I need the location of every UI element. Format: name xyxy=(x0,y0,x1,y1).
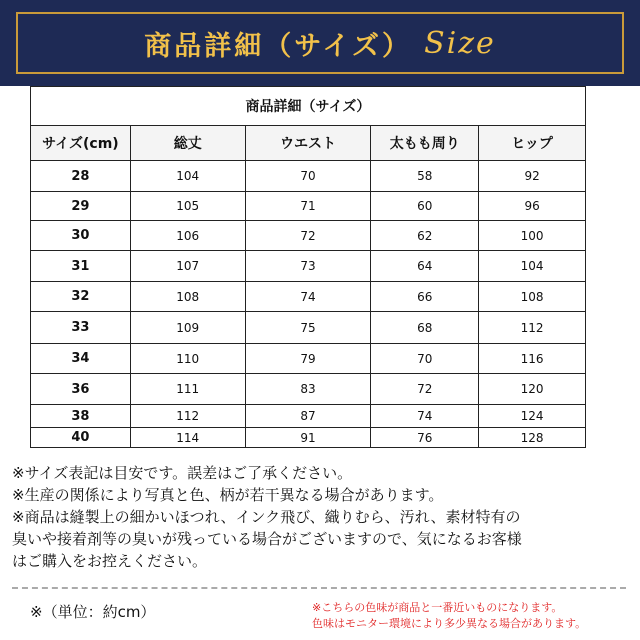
size-cell: 36 xyxy=(31,374,131,405)
value-cell: 100 xyxy=(479,221,586,251)
table-row xyxy=(31,221,586,251)
size-cell: 31 xyxy=(31,251,131,282)
value-cell: 64 xyxy=(371,251,479,282)
value-cell: 60 xyxy=(371,192,479,221)
value-cell: 105 xyxy=(130,192,245,221)
banner-frame xyxy=(16,12,624,74)
value-cell: 107 xyxy=(130,251,245,282)
value-cell: 106 xyxy=(130,221,245,251)
value-cell: 96 xyxy=(479,192,586,221)
value-cell: 58 xyxy=(371,161,479,192)
value-cell: 108 xyxy=(479,282,586,312)
value-cell: 124 xyxy=(479,405,586,428)
size-cell: 40 xyxy=(31,428,131,448)
note-line: ※生産の関係により写真と色、柄が若干異なる場合があります。 xyxy=(12,486,444,504)
value-cell: 116 xyxy=(479,344,586,374)
value-cell: 112 xyxy=(479,312,586,344)
table-caption: 商品詳細（サイズ） xyxy=(31,87,586,126)
note-line: はご購入をお控えください。 xyxy=(12,552,208,570)
dashed-divider xyxy=(12,587,626,589)
value-cell: 92 xyxy=(479,161,586,192)
value-cell: 72 xyxy=(371,374,479,405)
banner-script-title: Size xyxy=(424,25,496,61)
color-note-line: 色味はモニター環境により多少異なる場合があります。 xyxy=(312,617,587,630)
value-cell: 70 xyxy=(245,161,371,192)
table-row xyxy=(31,428,586,448)
value-cell: 62 xyxy=(371,221,479,251)
value-cell: 109 xyxy=(130,312,245,344)
unit-note: ※（単位：約cm） xyxy=(30,603,156,621)
table-row xyxy=(31,344,586,374)
value-cell: 112 xyxy=(130,405,245,428)
size-cell: 34 xyxy=(31,344,131,374)
table-row xyxy=(31,282,586,312)
table-row xyxy=(31,405,586,428)
header-waist: ウエスト xyxy=(245,126,371,161)
value-cell: 108 xyxy=(130,282,245,312)
value-cell: 79 xyxy=(245,344,371,374)
value-cell: 120 xyxy=(479,374,586,405)
value-cell: 75 xyxy=(245,312,371,344)
size-cell: 30 xyxy=(31,221,131,251)
color-note-line: ※こちらの色味が商品と一番近いものになります。 xyxy=(312,601,563,614)
size-cell: 32 xyxy=(31,282,131,312)
banner-title: 商品詳細（サイズ） xyxy=(144,30,413,62)
size-cell: 29 xyxy=(31,192,131,221)
size-cell: 33 xyxy=(31,312,131,344)
value-cell: 128 xyxy=(479,428,586,448)
table-row xyxy=(31,251,586,282)
note-line: ※サイズ表記は目安です。誤差はご了承ください。 xyxy=(12,464,353,482)
header-length: 総丈 xyxy=(130,126,245,161)
value-cell: 76 xyxy=(371,428,479,448)
color-note xyxy=(312,600,586,632)
value-cell: 104 xyxy=(130,161,245,192)
value-cell: 114 xyxy=(130,428,245,448)
table-row xyxy=(31,374,586,405)
value-cell: 87 xyxy=(245,405,371,428)
note-line: ※商品は縫製上の細かいほつれ、インク飛び、織りむら、汚れ、素材特有の xyxy=(12,508,521,526)
header-thigh: 太もも周り xyxy=(371,126,479,161)
value-cell: 104 xyxy=(479,251,586,282)
size-cell: 38 xyxy=(31,405,131,428)
size-table xyxy=(30,86,586,448)
value-cell: 110 xyxy=(130,344,245,374)
table-row xyxy=(31,312,586,344)
notes xyxy=(12,462,632,572)
header-banner xyxy=(0,0,640,86)
value-cell: 111 xyxy=(130,374,245,405)
value-cell: 66 xyxy=(371,282,479,312)
header-hip: ヒップ xyxy=(479,126,586,161)
value-cell: 74 xyxy=(371,405,479,428)
value-cell: 71 xyxy=(245,192,371,221)
value-cell: 72 xyxy=(245,221,371,251)
size-cell: 28 xyxy=(31,161,131,192)
table-row xyxy=(31,161,586,192)
value-cell: 70 xyxy=(371,344,479,374)
value-cell: 83 xyxy=(245,374,371,405)
table-row xyxy=(31,192,586,221)
header-size: サイズ(cm) xyxy=(31,126,131,161)
value-cell: 73 xyxy=(245,251,371,282)
note-line: 臭いや接着剤等の臭いが残っている場合がございますので、気になるお客様 xyxy=(12,530,522,548)
value-cell: 91 xyxy=(245,428,371,448)
value-cell: 68 xyxy=(371,312,479,344)
value-cell: 74 xyxy=(245,282,371,312)
